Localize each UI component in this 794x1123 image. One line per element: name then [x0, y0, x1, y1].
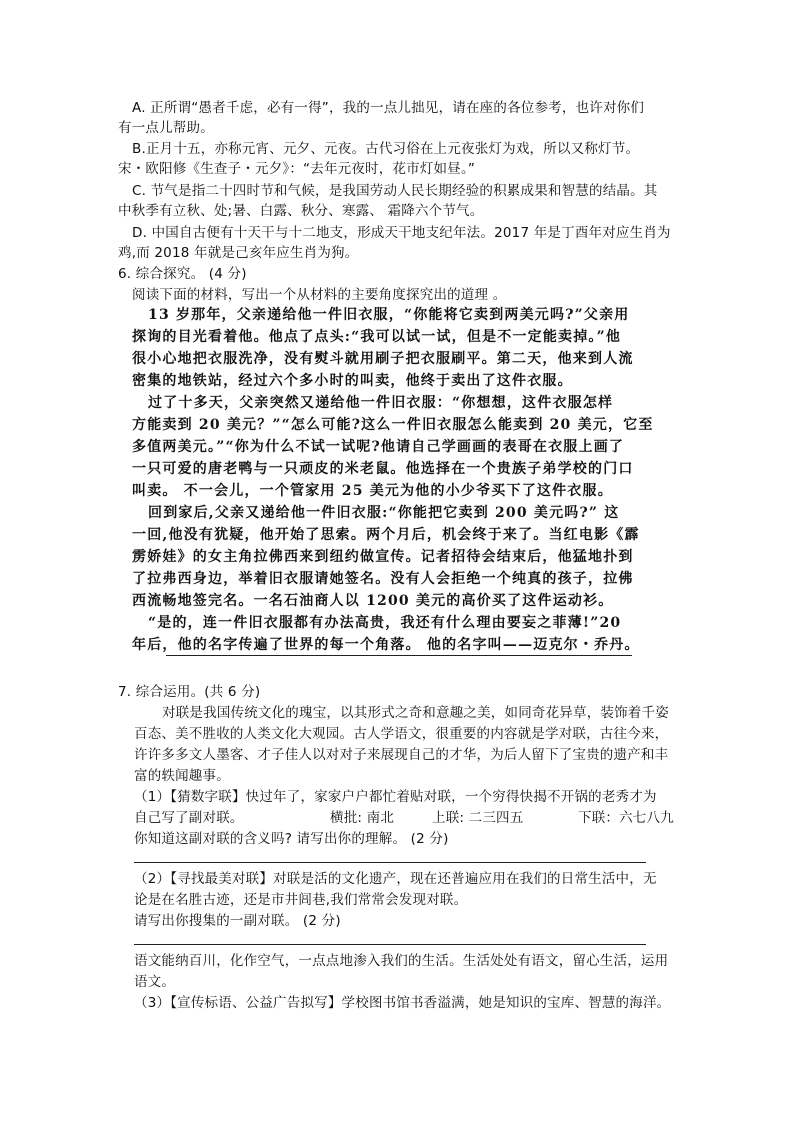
story-line: 一回,他没有犹疑，他开始了思索。两个月后，机会终于来了。当红电影《霹: [132, 527, 640, 543]
q7-sub1-answer-line[interactable]: [134, 862, 646, 863]
q6-instruction: 阅读下面的材料，写出一个从材料的主要角度探究出的道理 。: [132, 287, 507, 303]
option-b-line-1: B.正月十五，亦称元宵、元夕、元夜。古代习俗在上元夜张灯为戏，所以又称灯节。: [132, 141, 640, 157]
q7-intro-line: 许许多多文人墨客、才子佳人以对对子来展现自己的才华，为后人留下了宝贵的遗产和丰: [134, 747, 669, 763]
q7-intro-line: 百态、美不胜收的人类文化大观园。古人学语文，很重要的内容就是学对联，古往今来，: [134, 726, 669, 742]
story-line: “是的，连一件旧衣服都有办法高贵，我还有什么理由要妄之菲薄!”20: [148, 615, 622, 631]
q7-intro-line: 对联是我国传统文化的瑰宝，以其形式之奇和意趣之美，如同奇花异草，装饰着千姿: [162, 705, 669, 721]
story-line: 方能卖到 20 美元？”“怎么可能?这么一件旧衣服怎么能卖到 20 美元，它至: [132, 417, 654, 433]
story-line: 一只可爱的唐老鸭与一只顽皮的米老鼠。他选择在一个贵族子弟学校的门口: [132, 461, 634, 477]
option-a-line-2: 有一点儿帮助。: [118, 120, 214, 136]
story-line: 多值两美元。”“你为什么不试一试呢?他请自己学画画的表哥在衣服上画了: [132, 439, 625, 455]
story-line: 很小心地把衣服洗净，没有熨斗就用刷子把衣服刷平。第二天，他来到人流: [132, 351, 634, 367]
couplet-shanglian: 上联: 二三四五: [432, 810, 524, 826]
story-line: 叫卖。 不一会儿，一个管家用 25 美元为他的小少爷买下了这件衣服。: [132, 483, 613, 499]
option-d-line-2: 鸡,而 2018 年就是己亥年应生肖为狗。: [118, 245, 359, 261]
q7-intro-line: 富的轶闻趣事。: [134, 768, 230, 784]
q7-sub2-line-1: （2）【寻找最美对联】对联是活的文化遗产，现在还普遍应用在我们的日常生活中，无: [134, 871, 657, 887]
q6-heading: 6. 综合探究。 (4 分): [118, 266, 247, 282]
story-line: 西流畅地签完名。一名石油商人以 1200 美元的高价买了这件运动衫。: [132, 593, 614, 609]
q7-sub1-line-2: 自己写了副对联。: [134, 810, 244, 826]
story-line: 回到家后,父亲又递给他一件旧衣服:“你能把它卖到 200 美元吗?” 这: [148, 505, 620, 521]
couplet-xialian: 下联：六七八九: [578, 810, 674, 826]
q7-sub2-answer-line[interactable]: [134, 944, 646, 945]
option-c-line-2: 中秋季有立秋、处;暑、白露、秋分、寒露、 霜降六个节气。: [118, 203, 484, 219]
q6-answer-line[interactable]: [166, 655, 632, 656]
q7-sub3-line: （3）【宣传标语、公益广告拟写】学校图书馆书香溢满，她是知识的宝库、智慧的海洋。: [134, 995, 671, 1011]
option-a-line-1: A. 正所谓“愚者千虑，必有一得”，我的一点儿拙见，请在座的各位参考，也许对你们: [132, 100, 645, 116]
story-line: 13 岁那年，父亲递给他一件旧衣服，“你能将它卖到两美元吗?”父亲用: [148, 307, 630, 323]
story-line: 探询的目光看着他。他点了点头:“我可以试一试，但是不一定能卖掉。”他: [132, 329, 622, 345]
story-line: 雳娇娃》的女主角拉佛西来到纽约做宣传。记者招待会结束后，他猛地扑到: [132, 549, 634, 565]
story-line: 密集的地铁站，经过六个多小时的叫卖，他终于卖出了这件衣服。: [132, 373, 573, 389]
story-line: 年后，他的名字传遍了世界的每一个角落。 他的名字叫——迈克尔・乔丹。: [132, 637, 640, 653]
couplet-hengpi: 横批: 南北: [330, 810, 395, 826]
q7-heading: 7. 综合运用。(共 6 分): [118, 684, 261, 700]
q7-paragraph-line-1: 语文能纳百川，化作空气，一点点地渗入我们的生活。生活处处有语文，留心生活，运用: [134, 953, 669, 969]
option-b-line-2: 宋・欧阳修《生查子・元夕》：“去年元夜时，花市灯如昼。”: [118, 161, 476, 177]
q7-sub2-line-2: 论是在名胜古迹，还是市井闾巷,我们常常会发现对联。: [134, 892, 468, 908]
q7-sub2-question: 请写出你搜集的一副对联。 (2 分): [134, 913, 341, 929]
q7-sub1-question: 你知道这副对联的含义吗? 请写出你的理解。 (2 分): [134, 831, 449, 847]
story-line: 了拉弗西身边，举着旧衣服请她签名。没有人会拒绝一个纯真的孩子，拉佛: [132, 571, 634, 587]
story-line: 过了十多天，父亲突然又递给他一件旧衣服：“你想想，这件衣服怎样: [148, 395, 614, 411]
option-d-line-1: D. 中国自古便有十天干与十二地支，形成天干地支纪年法。2017 年是丁酉年对应生肖为: [132, 225, 671, 241]
q7-paragraph-line-2: 语文。: [134, 974, 176, 990]
option-c-line-1: C. 节气是指二十四时节和气候，是我国劳动人民长期经验的积累成果和智慧的结晶。其: [132, 183, 658, 199]
q7-sub1-line-1: （1）【猜数字联】快过年了，家家户户都忙着贴对联，一个穷得快揭不开锅的老秀才为: [134, 789, 657, 805]
